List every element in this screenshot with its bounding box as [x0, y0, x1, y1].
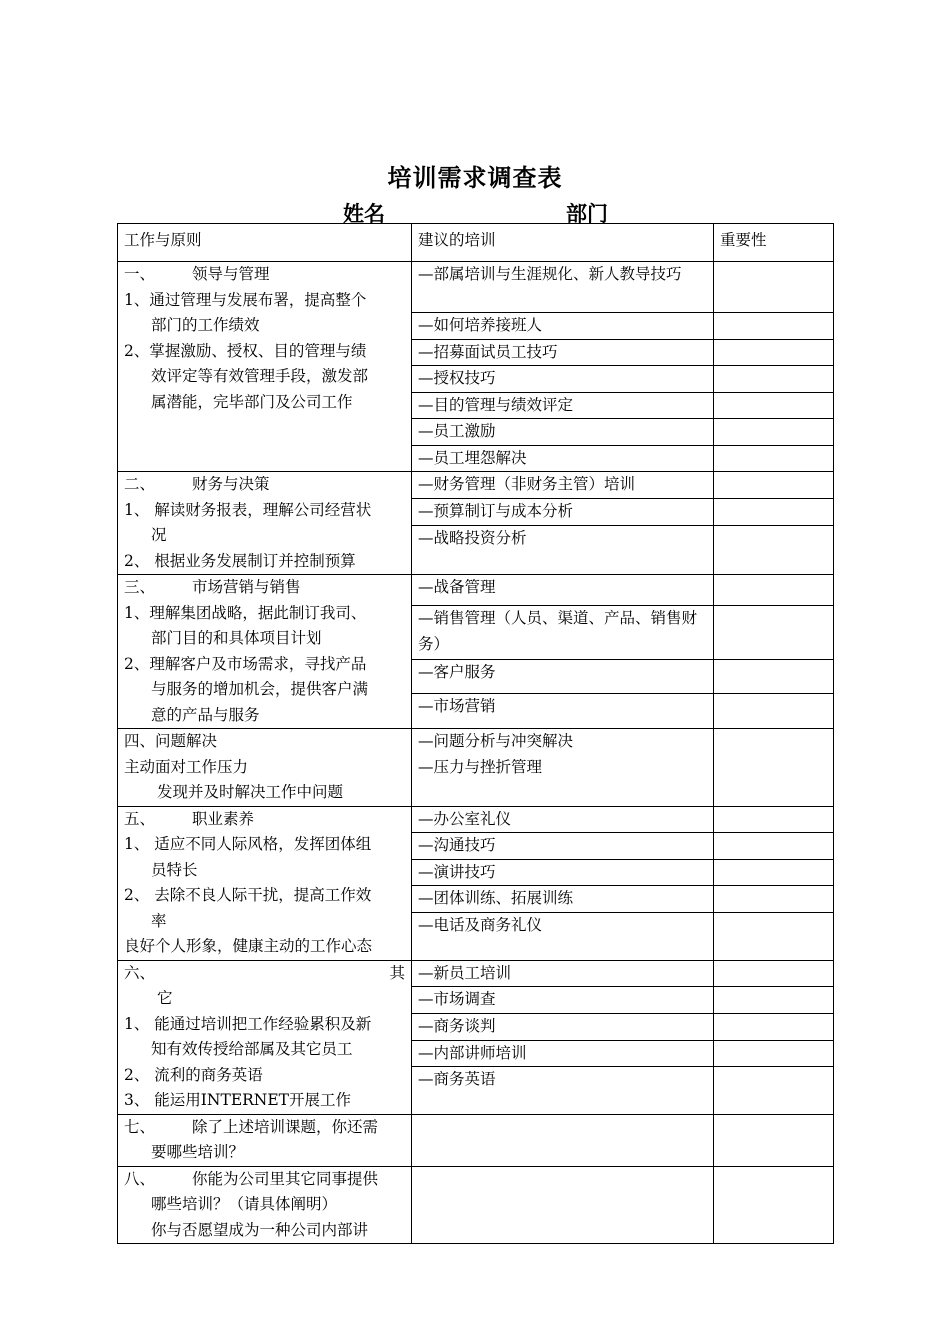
training-cell: —战备管理: [412, 575, 714, 606]
table-row: [118, 960, 834, 987]
training-cell: —员工激励: [412, 419, 714, 446]
table-row: [118, 575, 834, 606]
training-cell: —员工埋怨解决: [412, 445, 714, 472]
training-cell: —如何培养接班人: [412, 313, 714, 340]
table-row: [118, 729, 834, 807]
training-cell: —商务英语: [412, 1067, 714, 1114]
section-line: 要哪些培训？: [151, 1143, 245, 1161]
section-title: 市场营销与销售: [192, 578, 301, 596]
importance-cell[interactable]: [714, 960, 834, 987]
section-title: 领导与管理: [192, 265, 270, 283]
section-line: 况: [151, 526, 167, 544]
training-cell: —市场营销: [412, 693, 714, 728]
section-number: 三、: [124, 578, 156, 596]
section-title: 财务与决策: [192, 475, 270, 493]
training-cell: —团体训练、拓展训练: [412, 886, 714, 913]
table-row: [118, 1166, 834, 1244]
training-cell: —办公室礼仪: [412, 806, 714, 833]
section-title: 职业素养: [192, 809, 255, 828]
section-line: 1、 解读财务报表，理解公司经营状: [124, 500, 372, 519]
training-cell: [412, 729, 714, 807]
training-cell: —授权技巧: [412, 366, 714, 393]
section-title: 其: [389, 963, 405, 982]
importance-cell[interactable]: [714, 886, 834, 913]
section-other: [118, 960, 412, 1114]
training-cell: —部属培训与生涯规化、新人教导技巧: [412, 262, 714, 313]
header-importance: 重要性: [714, 224, 834, 262]
section-title: 你能为公司里其它同事提供: [192, 1169, 379, 1188]
section-extra-training: [118, 1114, 412, 1166]
section-number: 五、: [124, 809, 156, 828]
section-line: 意的产品与服务: [151, 705, 260, 724]
section-line: 1、理解集团战略，据此制订我司、: [124, 603, 367, 622]
training-cell: —招募面试员工技巧: [412, 339, 714, 366]
section-line: 2、 流利的商务英语: [124, 1065, 263, 1084]
section-line: 你与否愿望成为一种公司内部讲: [151, 1220, 369, 1239]
section-number: 二、: [124, 475, 156, 493]
section-finance: [118, 472, 412, 575]
header-row: [118, 224, 834, 262]
section-number: 一、: [124, 265, 156, 283]
section-number: 四、: [124, 732, 156, 750]
section-number: 七、: [124, 1117, 156, 1136]
importance-cell[interactable]: [714, 339, 834, 366]
header-topic: 工作与原则: [118, 224, 412, 262]
importance-cell[interactable]: [714, 693, 834, 728]
section-line: 与服务的增加机会，提供客户满: [151, 680, 369, 698]
section-line: 1、通过管理与发展布署，提高整个: [124, 290, 367, 309]
section-line: 部门目的和具体项目计划: [151, 629, 322, 647]
training-cell: —销售管理（人员、渠道、产品、销售财务）: [412, 606, 714, 660]
section-number: 六、: [124, 963, 156, 982]
section-line: 哪些培训？（请具体阐明）: [151, 1195, 338, 1213]
section-leadership: [118, 262, 412, 472]
table-row: [118, 806, 834, 833]
importance-cell[interactable]: [714, 366, 834, 393]
section-line: 效评定等有效管理手段，激发部: [151, 367, 369, 385]
importance-cell[interactable]: [714, 606, 834, 660]
section-line: 发现并及时解决工作中问题: [157, 783, 344, 801]
section-title: 问题解决: [155, 732, 218, 750]
importance-cell[interactable]: [714, 472, 834, 499]
survey-table: [117, 223, 834, 1244]
importance-cell[interactable]: [714, 1166, 834, 1244]
training-line: —问题分析与冲突解决: [418, 732, 574, 750]
section-line: 2、 根据业务发展制订并控制预算: [124, 551, 356, 570]
importance-cell[interactable]: [714, 419, 834, 446]
importance-cell[interactable]: [714, 262, 834, 313]
section-line: 主动面对工作压力: [124, 757, 249, 776]
importance-cell[interactable]: [714, 1040, 834, 1067]
section-line: 2、掌握激励、授权、目的管理与绩: [124, 341, 367, 360]
training-cell: —目的管理与绩效评定: [412, 392, 714, 419]
training-cell: —商务谈判: [412, 1013, 714, 1040]
name-label: 姓名: [343, 201, 385, 226]
importance-cell[interactable]: [714, 525, 834, 575]
training-cell: —战略投资分析: [412, 525, 714, 575]
importance-cell[interactable]: [714, 912, 834, 960]
section-line: 3、 能运用INTERNET开展工作: [124, 1091, 352, 1109]
table-row: [118, 472, 834, 499]
section-title-cont: 它: [157, 989, 173, 1007]
section-line: 知有效传授给部属及其它员工: [151, 1040, 353, 1058]
training-cell: —内部讲师培训: [412, 1040, 714, 1067]
section-problem-solving: [118, 729, 412, 807]
training-line: —压力与挫折管理: [418, 757, 543, 776]
section-line: 2、 去除不良人际干扰，提高工作效: [124, 886, 372, 904]
table-row: [118, 262, 834, 313]
training-cell: —客户服务: [412, 659, 714, 693]
header-recommended: 建议的培训: [412, 224, 714, 262]
section-line: 1、 适应不同人际风格，发挥团体组: [124, 835, 372, 853]
section-line: 1、 能通过培训把工作经验累积及新: [124, 1014, 372, 1033]
importance-cell[interactable]: [714, 987, 834, 1014]
section-line: 良好个人形象，健康主动的工作心态: [124, 937, 373, 955]
section-line: 员特长: [151, 860, 198, 879]
importance-cell[interactable]: [714, 313, 834, 340]
importance-cell[interactable]: [714, 859, 834, 886]
importance-cell[interactable]: [714, 1013, 834, 1040]
answer-cell[interactable]: [412, 1166, 714, 1244]
section-provide-training: [118, 1166, 412, 1244]
section-line: 率: [151, 911, 167, 930]
training-cell: —演讲技巧: [412, 859, 714, 886]
dept-label: 部门: [566, 201, 608, 226]
section-line: 属潜能，完毕部门及公司工作: [151, 392, 353, 411]
training-cell: —电话及商务礼仪: [412, 912, 714, 960]
importance-cell[interactable]: [714, 806, 834, 833]
section-title: 除了上述培训课题，你还需: [192, 1117, 379, 1136]
importance-cell[interactable]: [714, 1114, 834, 1166]
importance-cell[interactable]: [714, 392, 834, 419]
training-cell: —财务管理（非财务主管）培训: [412, 472, 714, 499]
importance-cell[interactable]: [714, 445, 834, 472]
section-marketing: [118, 575, 412, 729]
section-line: 2、理解客户及市场需求，寻找产品: [124, 654, 367, 673]
training-cell: —预算制订与成本分析: [412, 498, 714, 525]
importance-cell[interactable]: [714, 498, 834, 525]
answer-cell[interactable]: [412, 1114, 714, 1166]
importance-cell[interactable]: [714, 575, 834, 606]
importance-cell[interactable]: [714, 833, 834, 860]
section-number: 八、: [124, 1169, 156, 1188]
page-title: 培训需求调查表: [387, 163, 563, 192]
importance-cell[interactable]: [714, 1067, 834, 1114]
table-row: [118, 1114, 834, 1166]
section-professionalism: [118, 806, 412, 960]
importance-cell[interactable]: [714, 659, 834, 693]
importance-cell[interactable]: [714, 729, 834, 807]
training-cell: —沟通技巧: [412, 833, 714, 860]
training-cell: —新员工培训: [412, 960, 714, 987]
training-cell: —市场调查: [412, 987, 714, 1014]
section-line: 部门的工作绩效: [151, 316, 260, 334]
